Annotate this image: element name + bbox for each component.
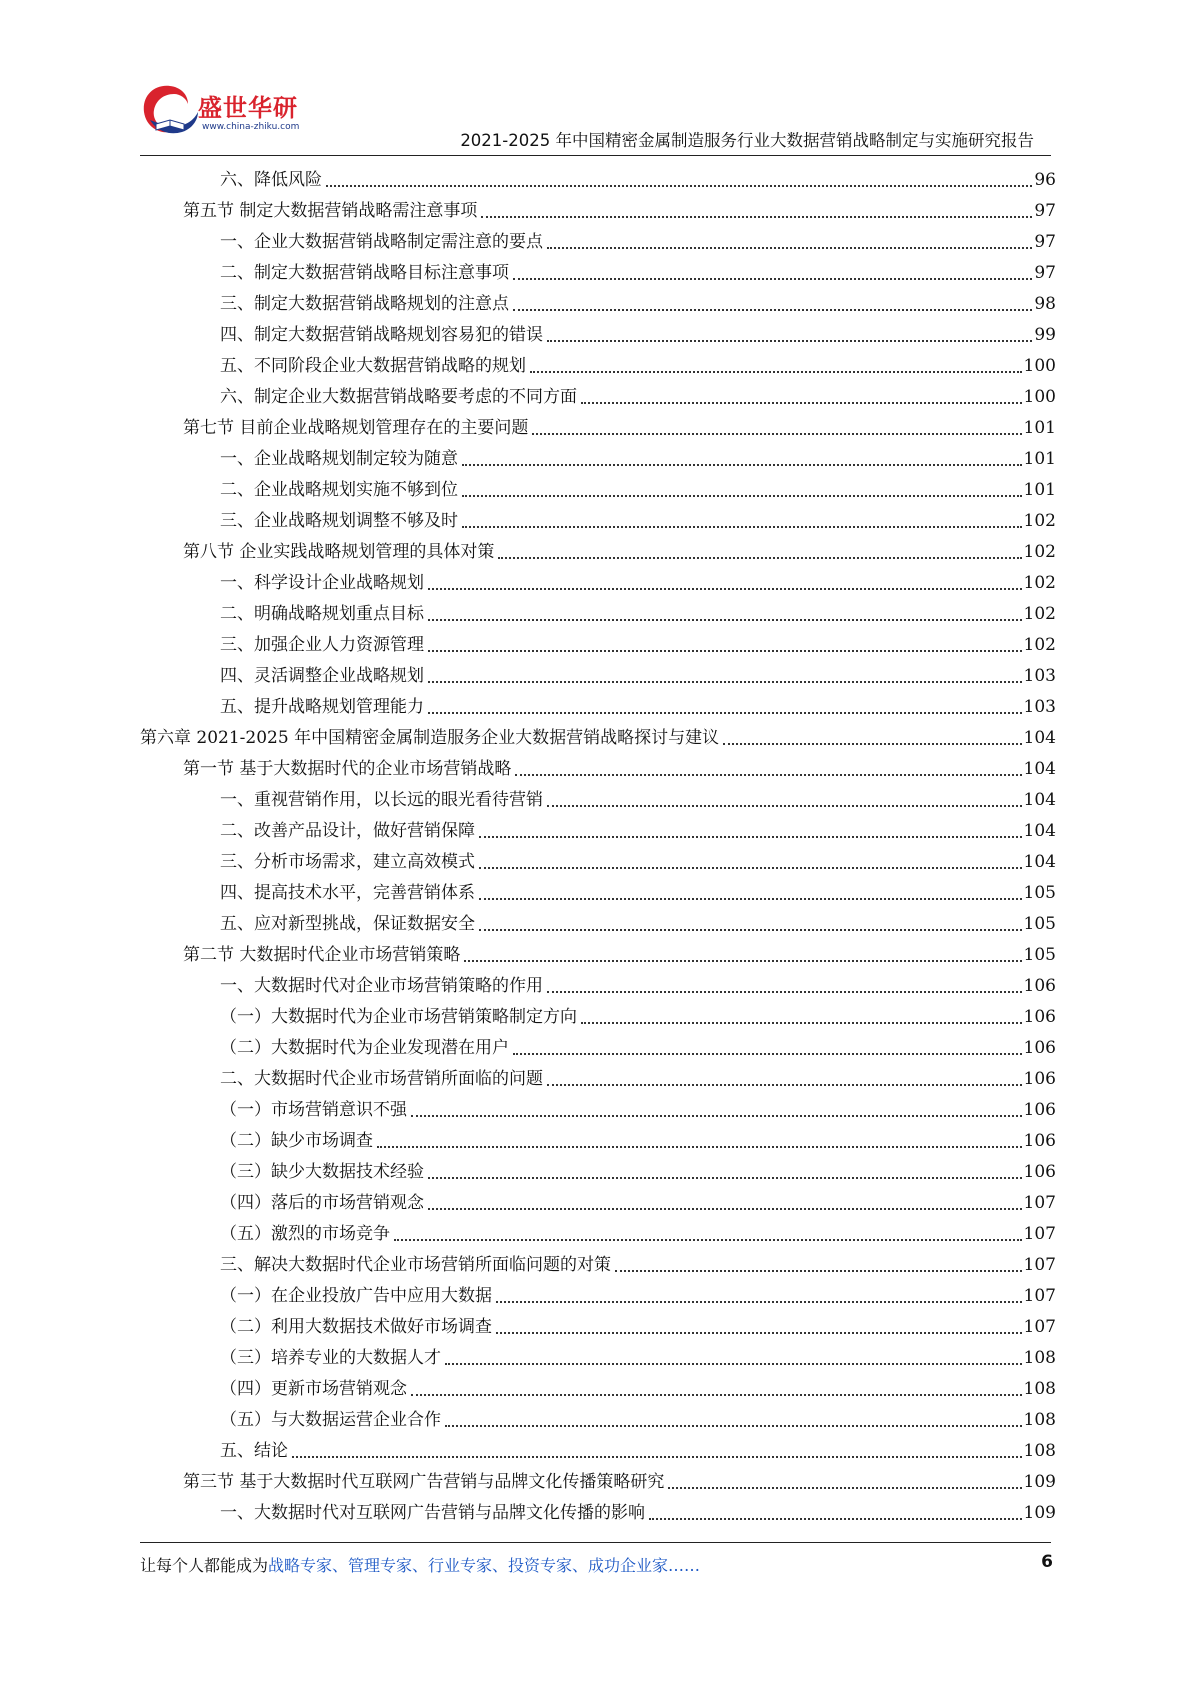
toc-entry-label: （一）大数据时代为企业市场营销策略制定方向 — [220, 1007, 577, 1027]
toc-entry-label: 五、结论 — [220, 1441, 288, 1461]
toc-dot-leader — [547, 339, 1032, 342]
toc-entry-page: 100 — [1023, 356, 1056, 376]
toc-entry[interactable] — [183, 1462, 1056, 1493]
toc-entry-label: 二、制定大数据营销战略目标注意事项 — [220, 263, 509, 283]
toc-entry-page: 107 — [1023, 1224, 1056, 1244]
footer-divider — [140, 1542, 1051, 1543]
toc-entry-page: 99 — [1034, 325, 1056, 345]
toc-entry-label: 二、改善产品设计，做好营销保障 — [220, 821, 475, 841]
toc-dot-leader — [547, 1083, 1022, 1086]
toc-entry[interactable] — [220, 1183, 1056, 1214]
toc-entry[interactable] — [183, 935, 1056, 966]
toc-entry[interactable] — [220, 1400, 1056, 1431]
toc-entry-label: 六、制定企业大数据营销战略要考虑的不同方面 — [220, 387, 577, 407]
toc-entry-label: 五、应对新型挑战，保证数据安全 — [220, 914, 475, 934]
toc-entry[interactable] — [220, 1276, 1056, 1307]
toc-dot-leader — [462, 494, 1022, 497]
toc-entry-label: （三）培养专业的大数据人才 — [220, 1348, 441, 1368]
toc-dot-leader — [428, 587, 1022, 590]
toc-dot-leader — [498, 556, 1021, 559]
toc-entry-page: 104 — [1023, 790, 1056, 810]
toc-entry[interactable] — [220, 811, 1056, 842]
toc-entry-label: 四、制定大数据营销战略规划容易犯的错误 — [220, 325, 543, 345]
toc-dot-leader — [547, 804, 1022, 807]
toc-entry[interactable] — [220, 1121, 1056, 1152]
toc-entry[interactable] — [220, 1369, 1056, 1400]
toc-entry[interactable] — [183, 749, 1056, 780]
toc-entry[interactable] — [220, 1307, 1056, 1338]
toc-entry-label: 二、明确战略规划重点目标 — [220, 604, 424, 624]
toc-dot-leader — [649, 1517, 1022, 1520]
footer-slogan — [140, 1553, 700, 1576]
toc-entry-page: 107 — [1023, 1286, 1056, 1306]
toc-dot-leader — [428, 711, 1022, 714]
toc-entry-label: 三、解决大数据时代企业市场营销所面临问题的对策 — [220, 1255, 611, 1275]
toc-entry[interactable] — [220, 1028, 1056, 1059]
toc-entry-page: 106 — [1023, 1069, 1056, 1089]
toc-entry-page: 106 — [1023, 1100, 1056, 1120]
toc-entry-page: 105 — [1023, 914, 1056, 934]
toc-entry-label: （一）在企业投放广告中应用大数据 — [220, 1286, 492, 1306]
toc-entry-page: 107 — [1023, 1193, 1056, 1213]
toc-entry-label: 三、分析市场需求，建立高效模式 — [220, 852, 475, 872]
toc-entry[interactable] — [220, 315, 1056, 346]
toc-dot-leader — [615, 1269, 1022, 1272]
toc-dot-leader — [668, 1486, 1021, 1489]
toc-entry[interactable] — [220, 780, 1056, 811]
toc-entry-page: 108 — [1023, 1410, 1056, 1430]
toc-entry-label: （五）激烈的市场竞争 — [220, 1224, 390, 1244]
toc-entry-label: 二、企业战略规划实施不够到位 — [220, 480, 458, 500]
toc-dot-leader — [479, 835, 1022, 838]
toc-entry-label: （三）缺少大数据技术经验 — [220, 1162, 424, 1182]
toc-dot-leader — [530, 370, 1022, 373]
toc-entry-page: 106 — [1023, 1131, 1056, 1151]
logo-emblem-icon — [140, 80, 200, 142]
toc-entry[interactable] — [220, 1059, 1056, 1090]
toc-entry-label: （二）利用大数据技术做好市场调查 — [220, 1317, 492, 1337]
toc-dot-leader — [513, 308, 1032, 311]
toc-entry-label: （四）落后的市场营销观念 — [220, 1193, 424, 1213]
toc-dot-leader — [411, 1393, 1022, 1396]
toc-entry-label: 四、灵活调整企业战略规划 — [220, 666, 424, 686]
toc-dot-leader — [479, 897, 1022, 900]
toc-dot-leader — [479, 928, 1022, 931]
toc-entry[interactable] — [220, 904, 1056, 935]
toc-entry[interactable] — [183, 532, 1056, 563]
toc-entry-label: 三、加强企业人力资源管理 — [220, 635, 424, 655]
toc-entry-label: 一、企业战略规划制定较为随意 — [220, 449, 458, 469]
toc-entry-label: 第一节 基于大数据时代的企业市场营销战略 — [183, 759, 512, 779]
toc-entry-page: 97 — [1034, 232, 1056, 252]
toc-dot-leader — [496, 1331, 1022, 1334]
toc-entry-page: 107 — [1023, 1317, 1056, 1337]
toc-dot-leader — [547, 990, 1022, 993]
toc-entry-page: 101 — [1023, 449, 1056, 469]
toc-dot-leader — [428, 618, 1022, 621]
toc-entry-page: 102 — [1023, 573, 1056, 593]
toc-entry[interactable] — [220, 1493, 1056, 1524]
toc-entry[interactable] — [220, 160, 1056, 191]
toc-entry-label: 三、制定大数据营销战略规划的注意点 — [220, 294, 509, 314]
toc-entry[interactable] — [220, 625, 1056, 656]
toc-entry-page: 104 — [1023, 728, 1056, 748]
toc-entry-page: 104 — [1023, 852, 1056, 872]
toc-entry[interactable] — [220, 1090, 1056, 1121]
toc-dot-leader — [479, 866, 1022, 869]
toc-dot-leader — [428, 1176, 1022, 1179]
toc-entry-page: 103 — [1023, 697, 1056, 717]
toc-entry-label: 六、降低风险 — [220, 170, 322, 190]
toc-entry[interactable] — [220, 687, 1056, 718]
toc-entry-page: 108 — [1023, 1379, 1056, 1399]
toc-entry[interactable] — [220, 222, 1056, 253]
toc-entry-label: 第三节 基于大数据时代互联网广告营销与品牌文化传播策略研究 — [183, 1472, 665, 1492]
toc-entry-label: 第七节 目前企业战略规划管理存在的主要问题 — [183, 418, 529, 438]
toc-entry-page: 108 — [1023, 1348, 1056, 1368]
toc-entry-page: 103 — [1023, 666, 1056, 686]
toc-dot-leader — [532, 432, 1021, 435]
toc-entry-page: 105 — [1023, 883, 1056, 903]
toc-entry[interactable] — [183, 408, 1056, 439]
toc-entry-page: 104 — [1023, 759, 1056, 779]
toc-entry-page: 109 — [1023, 1503, 1056, 1523]
toc-dot-leader — [445, 1362, 1022, 1365]
toc-entry-label: 二、大数据时代企业市场营销所面临的问题 — [220, 1069, 543, 1089]
toc-entry-page: 106 — [1023, 976, 1056, 996]
toc-dot-leader — [481, 215, 1032, 218]
toc-entry-page: 102 — [1023, 604, 1056, 624]
footer-slogan-prefix: 让每个人都能成为 — [140, 1556, 269, 1575]
toc-entry-page: 102 — [1023, 511, 1056, 531]
toc-dot-leader — [428, 649, 1022, 652]
toc-entry[interactable] — [220, 1431, 1056, 1462]
toc-entry-page: 101 — [1023, 418, 1056, 438]
toc-entry[interactable] — [183, 191, 1056, 222]
toc-entry-page: 98 — [1034, 294, 1056, 314]
toc-dot-leader — [445, 1424, 1022, 1427]
logo-url: www.china-zhiku.com — [202, 122, 300, 132]
toc-entry[interactable] — [220, 1245, 1056, 1276]
toc-entry-page: 102 — [1023, 635, 1056, 655]
toc-dot-leader — [462, 463, 1022, 466]
toc-entry-page: 107 — [1023, 1255, 1056, 1275]
toc-entry[interactable] — [220, 284, 1056, 315]
toc-dot-leader — [513, 277, 1032, 280]
toc-entry[interactable] — [220, 1152, 1056, 1183]
toc-entry-label: （二）大数据时代为企业发现潜在用户 — [220, 1038, 509, 1058]
toc-dot-leader — [428, 1207, 1022, 1210]
toc-dot-leader — [515, 773, 1021, 776]
toc-dot-leader — [581, 401, 1022, 404]
toc-entry[interactable] — [220, 501, 1056, 532]
toc-entry[interactable] — [220, 873, 1056, 904]
toc-dot-leader — [428, 680, 1022, 683]
toc-dot-leader — [377, 1145, 1022, 1148]
page-number: 6 — [1041, 1552, 1053, 1572]
company-logo — [140, 80, 320, 150]
toc-dot-leader — [464, 959, 1021, 962]
toc-entry-label: 五、提升战略规划管理能力 — [220, 697, 424, 717]
toc-entry-label: 一、重视营销作用，以长远的眼光看待营销 — [220, 790, 543, 810]
toc-entry-page: 104 — [1023, 821, 1056, 841]
toc-entry-label: 第六章 2021-2025 年中国精密金属制造服务企业大数据营销战略探讨与建议 — [140, 728, 720, 748]
toc-entry[interactable] — [220, 439, 1056, 470]
toc-entry[interactable] — [220, 842, 1056, 873]
toc-dot-leader — [723, 742, 1021, 745]
toc-entry-label: 一、大数据时代对企业市场营销策略的作用 — [220, 976, 543, 996]
toc-dot-leader — [394, 1238, 1022, 1241]
toc-entry-label: （四）更新市场营销观念 — [220, 1379, 407, 1399]
toc-dot-leader — [581, 1021, 1022, 1024]
document-title: 2021-2025 年中国精密金属制造服务行业大数据营销战略制定与实施研究报告 — [460, 131, 1034, 150]
toc-entry[interactable] — [220, 377, 1056, 408]
toc-entry[interactable] — [220, 1214, 1056, 1245]
toc-entry-page: 96 — [1034, 170, 1056, 190]
toc-entry[interactable] — [220, 656, 1056, 687]
toc-dot-leader — [547, 246, 1032, 249]
page-header — [0, 0, 1191, 160]
toc-entry-label: 第五节 制定大数据营销战略需注意事项 — [183, 201, 478, 221]
toc-entry-label: （一）市场营销意识不强 — [220, 1100, 407, 1120]
toc-entry-page: 100 — [1023, 387, 1056, 407]
toc-entry-label: 四、提高技术水平，完善营销体系 — [220, 883, 475, 903]
toc-entry-label: （五）与大数据运营企业合作 — [220, 1410, 441, 1430]
toc-entry-label: 一、大数据时代对互联网广告营销与品牌文化传播的影响 — [220, 1503, 645, 1523]
toc-entry[interactable] — [220, 966, 1056, 997]
toc-entry-page: 97 — [1034, 201, 1056, 221]
toc-dot-leader — [462, 525, 1022, 528]
toc-entry-page: 97 — [1034, 263, 1056, 283]
toc-dot-leader — [292, 1455, 1022, 1458]
toc-entry[interactable] — [220, 253, 1056, 284]
toc-entry-label: 一、企业大数据营销战略制定需注意的要点 — [220, 232, 543, 252]
toc-entry-page: 105 — [1023, 945, 1056, 965]
toc-entry-page: 101 — [1023, 480, 1056, 500]
toc-entry-page: 109 — [1023, 1472, 1056, 1492]
toc-entry[interactable] — [220, 1338, 1056, 1369]
toc-entry[interactable] — [220, 997, 1056, 1028]
toc-entry[interactable] — [220, 470, 1056, 501]
toc-entry-label: （二）缺少市场调查 — [220, 1131, 373, 1151]
toc-dot-leader — [411, 1114, 1022, 1117]
toc-entry[interactable] — [220, 563, 1056, 594]
toc-entry-label: 第二节 大数据时代企业市场营销策略 — [183, 945, 461, 965]
toc-entry-label: 五、不同阶段企业大数据营销战略的规划 — [220, 356, 526, 376]
toc-dot-leader — [513, 1052, 1022, 1055]
toc-entry-label: 一、科学设计企业战略规划 — [220, 573, 424, 593]
toc-entry-label: 三、企业战略规划调整不够及时 — [220, 511, 458, 531]
toc-dot-leader — [326, 184, 1032, 187]
toc-entry-label: 第八节 企业实践战略规划管理的具体对策 — [183, 542, 495, 562]
header-divider — [140, 155, 1051, 156]
toc-dot-leader — [496, 1300, 1022, 1303]
toc-entry-page: 108 — [1023, 1441, 1056, 1461]
toc-entry[interactable] — [220, 594, 1056, 625]
footer-slogan-highlight: 战略专家、管理专家、行业专家、投资专家、成功企业家…… — [268, 1556, 701, 1575]
toc-entry-page: 106 — [1023, 1162, 1056, 1182]
toc-entry[interactable] — [140, 718, 1056, 749]
toc-entry-page: 106 — [1023, 1038, 1056, 1058]
toc-entry-page: 106 — [1023, 1007, 1056, 1027]
toc-entry-page: 102 — [1023, 542, 1056, 562]
logo-name: 盛世华研 — [198, 94, 298, 122]
toc-entry[interactable] — [220, 346, 1056, 377]
